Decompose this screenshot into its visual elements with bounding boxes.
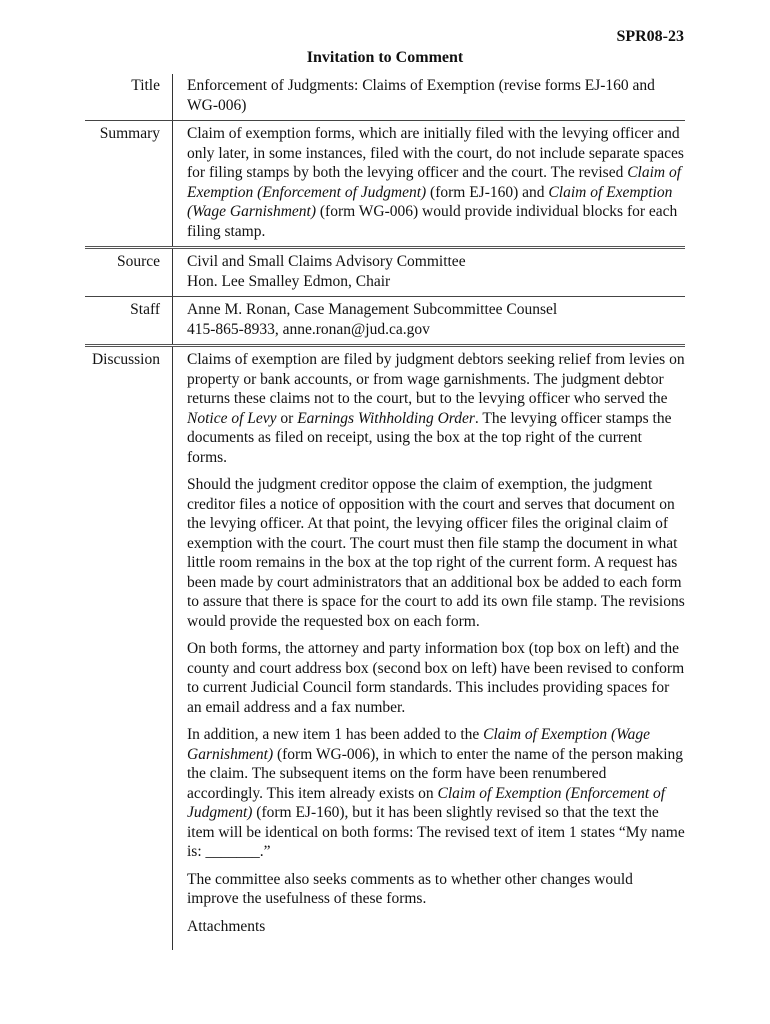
title-row (85, 74, 685, 120)
discussion-p4-text-3: (form EJ-160), but it has been slightly revised so that the text the item will be identical on both forms: The revised text of item 1 states “My name is: _______.” (187, 804, 685, 860)
discussion-paragraph-1 (187, 350, 685, 467)
discussion-p1-text-2: or (276, 409, 298, 427)
discussion-text (172, 347, 685, 950)
earnings-withholding-order: Earnings Withholding Order (297, 409, 475, 427)
source-chair: Hon. Lee Smalley Edmon, Chair (187, 272, 391, 290)
discussion-p4-text-1: In addition, a new item 1 has been added to the (187, 726, 484, 743)
summary-row (85, 120, 685, 246)
discussion-row (85, 344, 685, 950)
discussion-p4-text-2: (form WG-006), in which to enter the name of the person making the claim. The subsequent items on the form have been renumbered accordingly. This item already exists on (187, 745, 684, 802)
discussion-form-ej160-title: Claim of Exemption (Enforcement of Judgment) (187, 784, 666, 821)
staff-label: Staff (130, 301, 160, 318)
discussion-label: Discussion (91, 351, 160, 368)
source-row (85, 246, 685, 296)
discussion-p1-text-1: Claims of exemption are filed by judgment debtors seeking relief from levies on property or bank accounts, or from wage garnishments. The judgment debtor returns these claims not to the court, but to the levying officer who served the (187, 351, 685, 407)
page-title: Invitation to Comment (306, 49, 464, 66)
staff-text (172, 297, 685, 344)
discussion-paragraph-5: The committee also seeks comments as to whether other changes would improve the usefulness of these forms. (187, 870, 633, 907)
title-label: Title (131, 77, 160, 94)
title-text: Enforcement of Judgments: Claims of Exemption (revise forms EJ-160 and WG-006) (172, 74, 685, 120)
comment-table (85, 74, 685, 950)
summary-form-wg006-title: Claim of Exemption (Wage Garnishment) (187, 183, 673, 220)
summary-text-3: (form WG-006) would provide individual blocks for each filing stamp. (187, 203, 678, 240)
source-label: Source (116, 253, 160, 270)
staff-name: Anne M. Ronan, Case Management Subcommittee Counsel (187, 301, 558, 318)
discussion-paragraph-2: Should the judgment creditor oppose the claim of exemption, the judgment creditor files a notice of opposition with the court and serves that document on the levying officer. At that point, the levying officer files the original claim of exemption with the court. The court must then file stamp the document in what little room remains in the box at the top right of the current form. A request has been made by court administrators that an additional box be added to each form to assure that there is space for the court to add its own file stamp. The revisions would provide the requested box on each form. (187, 476, 685, 630)
summary-text-2: (form EJ-160) and (426, 183, 549, 201)
document-id: SPR08-23 (616, 28, 684, 45)
staff-row (85, 296, 685, 344)
discussion-form-wg006-title: Claim of Exemption (Wage Garnishment) (187, 726, 651, 763)
summary-text (172, 121, 685, 246)
summary-form-ej160-title: Claim of Exemption (Enforcement of Judgment) (187, 164, 682, 201)
summary-label: Summary (99, 125, 160, 142)
discussion-paragraph-3: On both forms, the attorney and party information box (top box on left) and the county and court address box (second box on left) have been revised to conform to current Judicial Council form standards. This includes providing spaces for an email address and a fax number. (187, 640, 685, 716)
summary-text-1: Claim of exemption forms, which are initially filed with the levying officer and only later, in some instances, filed with the court, do not include separate spaces for filing stamps by both the levying officer and the court. The revised (187, 125, 684, 181)
notice-of-levy: Notice of Levy (187, 409, 277, 427)
discussion-p1-text-3: . The levying officer stamps the documents as filed on receipt, using the box at the top right of the current forms. (187, 409, 672, 466)
source-committee: Civil and Small Claims Advisory Committee (187, 253, 466, 270)
discussion-paragraph-4 (187, 725, 685, 862)
source-text (172, 249, 685, 296)
attachments-label: Attachments (187, 917, 266, 935)
staff-contact: 415-865-8933, anne.ronan@jud.ca.gov (187, 320, 430, 338)
